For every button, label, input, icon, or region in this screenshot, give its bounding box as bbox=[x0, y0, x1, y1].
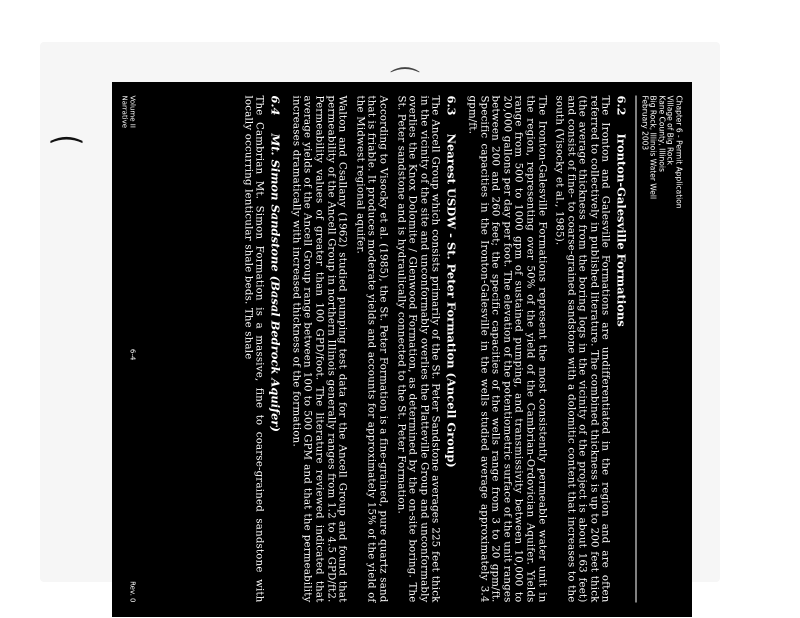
section-title: Mt. Simon Sandstone (Basal Bedrock Aquifer) bbox=[268, 133, 283, 432]
footer-volume: Volume II bbox=[128, 95, 137, 128]
section-title: Ironton-Galesville Formations bbox=[615, 133, 629, 327]
section-heading bbox=[615, 96, 629, 603]
paragraph: The Ironton-Galesville Formations represent the most consistently permeable water unit in the region, representing over 50% of the yield of the Cambrian-Ordovician Aquifer. Yields range from 500 to 1000 gpm of sustained pumping, and transmissivity between 10,000 to 20,000 gallons per day per foot. The elevation of the potentiometric surface of the unit ranges between 200 and 260 feet; the specific capacities of the wells range from 3 to 20 gpm/ft. Specific capacities in the Ironton-Galesville in the wells studied average approximately 3.4 gpm/ft. bbox=[466, 95, 548, 603]
section-heading bbox=[269, 96, 283, 603]
rotated-document-content bbox=[113, 82, 693, 617]
header-line: Village of Big Rock bbox=[666, 95, 675, 165]
document-panel bbox=[112, 82, 692, 617]
document-footer bbox=[121, 96, 137, 603]
section-number: 6.4 bbox=[268, 95, 283, 116]
header-line: February 2003 bbox=[640, 95, 650, 151]
footer-section: Narrative bbox=[120, 95, 129, 129]
section-number: 6.2 bbox=[615, 95, 629, 116]
footer-left bbox=[121, 96, 137, 129]
revision-label: Rev. 0 bbox=[128, 581, 137, 603]
section-number: 6.3 bbox=[444, 95, 459, 116]
header-left bbox=[640, 96, 683, 209]
document-header bbox=[636, 96, 683, 603]
section-title: Nearest USDW - St. Peter Formation (Ancell Group) bbox=[444, 133, 459, 468]
binder-hole-mark-icon: ⁀ bbox=[52, 138, 81, 179]
paragraph: The Cambrian Mt. Simon Formation is a massive, fine to coarse-grained sandstone with locally occurring lenticular shale beds. The shale bbox=[242, 95, 265, 603]
paragraph: According to Visocky et al. (1985), the St. Peter Formation is a fine-grained, pure quartz sand that is friable. It produces moderate yields and accounts for approximately 15% of the yield of the Midwest regional aquifer. bbox=[354, 95, 389, 603]
section-heading bbox=[445, 96, 459, 603]
header-line: Chapter 6 - Permit Application bbox=[674, 95, 684, 209]
faint-margin-marks bbox=[730, 180, 754, 330]
header-line: Big Rock, Illinois Water Well bbox=[649, 95, 658, 200]
paragraph: The Ironton and Galesville Formations are undifferentiated in the region and are often referred to collectively in published literature. The combined thickness is up to 200 feet thick (the average thickness from the boring logs in the vicinity of the project is about 163 feet) and consist of fine- to coarse-grained sandstone with a dolomitic content that increases to the south (Visocky et al., 1985). bbox=[553, 95, 611, 603]
page-number: 6-4 bbox=[128, 348, 137, 361]
paragraph: The Ancell Group which consists primarily of the St. Peter Sandstone averages 225 feet thick in the vicinity of the site and unconformably overlies the Platteville Group and unconformably overlies the Knox Dolomite / Glenwood Formation, as determined by the on-site boring. The St. Peter sandstone and is hydraulically connected to the St. Peter Formation. bbox=[395, 95, 441, 603]
header-line: Kane County, Illinois bbox=[657, 95, 667, 172]
paragraph: Walton and Csallany (1962) studied pumping test data for the Ancell Group and found that permeability of the Ancell Group in northern Illinois generally ranges from 1.2 to 4.5 GPD/ft2. Permeability values of greater than 100 GPD/foot. The literature reviewed indicated that average yields of the Ancell Group range between 100 to 500 GPM and that the permeability increases dramatically with increased thickness of the formation. bbox=[290, 95, 348, 603]
